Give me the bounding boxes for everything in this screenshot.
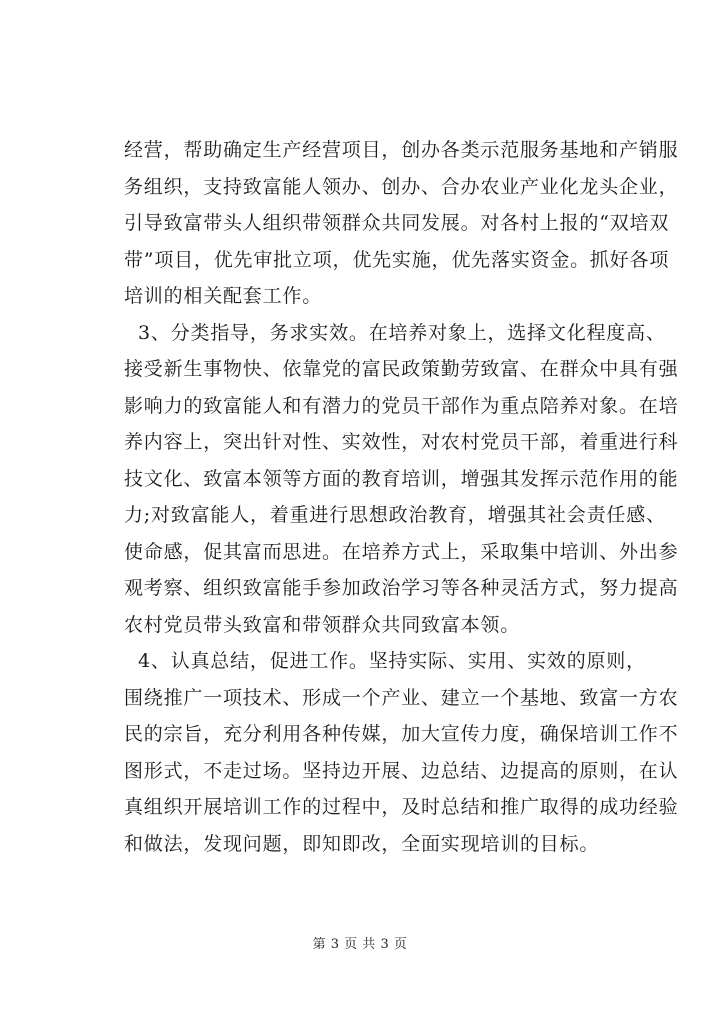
paragraph-item-3 <box>124 315 679 644</box>
text-line: 4、认真总结，促进工作。坚持实际、实用、实效的原则， <box>138 650 646 672</box>
page-number-footer: 第 3 页 共 3 页 <box>312 937 408 952</box>
paragraph-continuation <box>124 132 679 315</box>
text-line: 3、分类指导，务求实效。在培养对象上，选择文化程度高、 <box>138 321 666 344</box>
text-line: 农村党员带头致富和带领群众共同致富本领。 <box>124 613 521 636</box>
paragraph-item-4 <box>124 643 679 862</box>
text-line: 技文化、致富本领等方面的教育培训，增强其发挥示范作用的能 <box>124 467 679 490</box>
text-line: 影响力的致富能人和有潜力的党员干部作为重点陪养对象。在培 <box>124 394 679 417</box>
text-line: 培训的相关配套工作。 <box>124 285 323 307</box>
text-line: 使命感，促其富而思进。在培养方式上，采取集中培训、外出参 <box>124 540 679 563</box>
text-line: 图形式，不走过场。坚持边开展、边总结、边提高的原则，在认 <box>124 759 679 782</box>
text-line: 经营，帮助确定生产经营项目，创办各类示范服务基地和产销服 <box>124 139 679 161</box>
document-body <box>124 132 679 862</box>
text-line: 务组织，支持致富能人领办、创办、合办农业产业化龙头企业， <box>124 175 679 198</box>
text-line: 观考察、组织致富能手参加政治学习等各种灵活方式，努力提高 <box>124 577 679 599</box>
text-line: 养内容上，突出针对性、实效性，对农村党员干部，着重进行科 <box>124 431 679 453</box>
text-line: 引导致富带头人组织带领群众共同发展。对各村上报的“双培双 <box>124 212 670 234</box>
text-line: 和做法，发现问题，即知即改，全面实现培训的目标。 <box>124 832 600 855</box>
text-line: 接受新生事物快、依靠党的富民政策勤劳致富、在群众中具有强 <box>124 358 679 380</box>
text-line: 真组织开展培训工作的过程中，及时总结和推广取得的成功经验 <box>124 796 679 818</box>
text-line: 带”项目，优先审批立项，优先实施，优先落实资金。抓好各项 <box>124 248 670 271</box>
text-line: 民的宗旨，充分利用各种传媒，加大宣传力度，确保培训工作不 <box>124 723 679 745</box>
text-line: 力;对致富能人，着重进行思想政治教育，增强其社会责任感、 <box>124 504 666 526</box>
text-line: 围绕推广一项技术、形成一个产业、建立一个基地、致富一方农 <box>124 686 679 709</box>
